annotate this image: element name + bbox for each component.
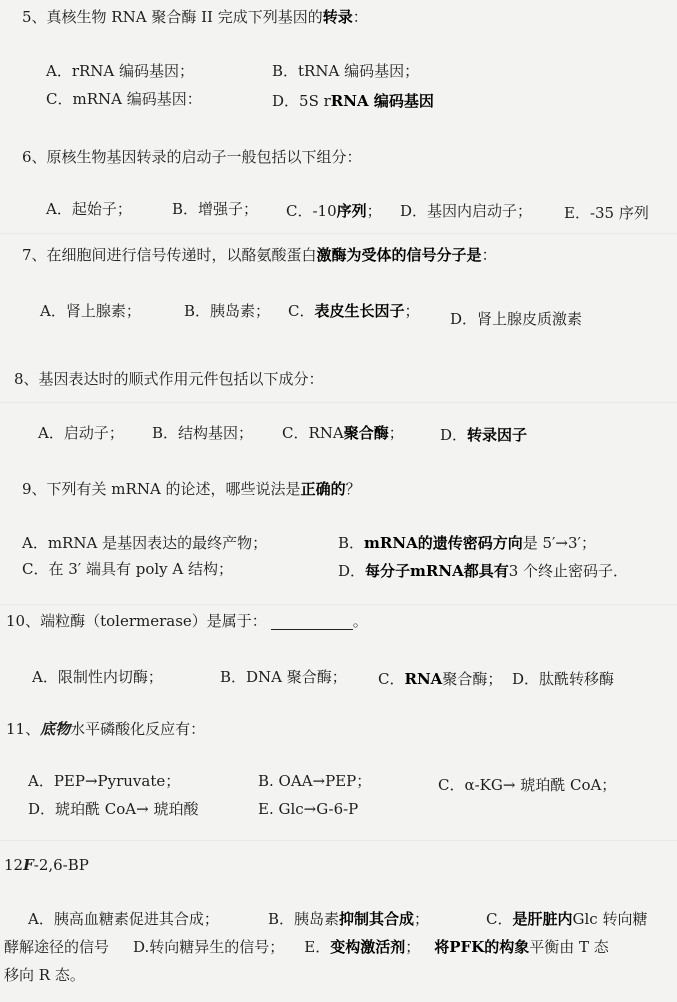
question-10-option-a: A．限制性内切酶； (32, 668, 163, 686)
question-8-option-a: A．启动子； (38, 424, 124, 442)
question-9-option-a: A．mRNA 是基因表达的最终产物； (22, 534, 268, 552)
question-9-option-c: C．在 3′ 端具有 poly A 结构； (22, 560, 234, 578)
question-12-line-3: 移向 R 态。 (4, 966, 85, 984)
question-12-option-b: B．胰岛素抑制其合成； (268, 910, 430, 928)
handwritten-letter: F (23, 856, 34, 874)
question-11-option-b: B. OAA→PEP； (258, 772, 372, 790)
question-9-option-b: B．mRNA的遗传密码方向是 5′→3′； (338, 534, 596, 552)
question-7-option-c: C．表皮生长因子； (288, 302, 420, 320)
question-5-option-c: C．mRNA 编码基因： (46, 90, 202, 108)
question-5-option-a: A．rRNA 编码基因； (46, 62, 195, 80)
question-12-stem: 12F-2,6-BP (4, 856, 89, 874)
question-10-option-b: B．DNA 聚合酶； (220, 668, 347, 686)
question-12-option-c: C．是肝脏内Glc 转向糖 (486, 910, 648, 928)
question-6-option-c: C．-10序列； (286, 202, 382, 220)
question-12-option-a: A．胰高血糖素促进其合成； (28, 910, 219, 928)
question-6-option-a: A．起始子； (46, 200, 132, 218)
question-11-stem: 11、底物水平磷酸化反应有： (6, 720, 206, 738)
question-6-option-b: B．增强子； (172, 200, 259, 218)
question-5-stem: 5、真核生物 RNA 聚合酶 II 完成下列基因的转录： (22, 8, 368, 26)
question-5-option-b: B．tRNA 编码基因； (272, 62, 420, 80)
question-12-line-2: 酵解途径的信号 D.转向糖异生的信号； E．变构激活剂； 将PFK的构象平衡由 T 态 (4, 938, 609, 956)
question-8-stem: 8、基因表达时的顺式作用元件包括以下成分： (14, 370, 324, 388)
question-6-stem: 6、原核生物基因转录的启动子一般包括以下组分： (22, 148, 362, 166)
question-11-option-d: D．琥珀酰 CoA→ 琥珀酸 (28, 800, 199, 818)
question-9-option-d: D．每分子mRNA都具有3 个终止密码子． (338, 562, 629, 580)
question-7-stem: 7、在细胞间进行信号传递时，以酪氨酸蛋白激酶为受体的信号分子是： (22, 246, 497, 264)
question-5-option-d: D．5S rRNA 编码基因 (272, 92, 434, 110)
question-7-option-d: D．肾上腺皮质激素 (450, 310, 583, 328)
question-10-option-c: C．RNA聚合酶； (378, 670, 503, 688)
question-6-option-d: D．基因内启动子； (400, 202, 533, 220)
question-10-option-d: D．肽酰转移酶 (512, 670, 615, 688)
question-11-option-a: A．PEP→Pyruvate； (28, 772, 181, 790)
question-11-option-c: C．α-KG→ 琥珀酰 CoA； (438, 776, 617, 794)
answer-blank (271, 616, 353, 630)
question-7-option-b: B．胰岛素； (184, 302, 271, 320)
question-10-stem: 10、端粒酶（tolermerase）是属于： 。 (6, 612, 368, 630)
question-11-option-e: E. Glc→G-6-P (258, 800, 359, 818)
question-6-option-e: E．-35 序列 (564, 204, 649, 222)
question-8-option-d: D．转录因子 (440, 426, 528, 444)
handwritten-word: 底物 (40, 720, 71, 738)
question-7-option-a: A．肾上腺素； (40, 302, 141, 320)
question-8-option-b: B．结构基因； (152, 424, 254, 442)
question-9-stem: 9、下列有关 mRNA 的论述，哪些说法是正确的？ (22, 480, 361, 498)
question-8-option-c: C．RNA聚合酶； (282, 424, 404, 442)
